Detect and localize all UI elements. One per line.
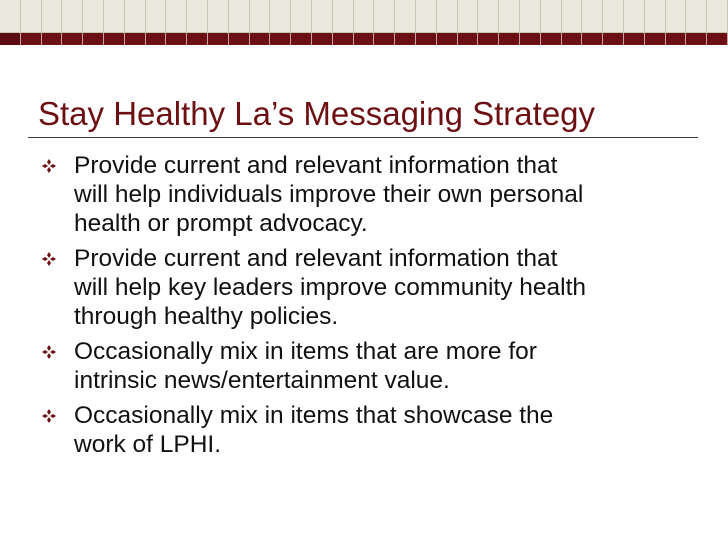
header-band-cell	[0, 33, 21, 45]
bullet-text-2	[74, 244, 586, 331]
header-band-cell	[354, 0, 375, 33]
header-band-cell	[21, 0, 42, 33]
header-band-cell	[250, 0, 271, 33]
header-band-cell	[478, 0, 499, 33]
header-band-cell	[21, 33, 42, 45]
header-band-cell	[270, 33, 291, 45]
header-band-cell	[166, 0, 187, 33]
bullet-text-1	[74, 151, 583, 238]
header-band-cell	[562, 33, 583, 45]
header-band-cell	[229, 33, 250, 45]
header-band-dark	[0, 33, 728, 45]
header-band-cell	[166, 33, 187, 45]
header-band-cell	[83, 0, 104, 33]
header-band-cell	[624, 0, 645, 33]
bullet-line: will help key leaders improve community health	[74, 274, 586, 301]
header-band-cell	[666, 0, 687, 33]
four-diamond-star-icon	[38, 244, 74, 273]
header-band-cell	[499, 0, 520, 33]
header-band-cell	[312, 33, 333, 45]
header-band-cell	[250, 33, 271, 45]
bullet-line: will help individuals improve their own personal	[74, 181, 584, 208]
bullet-line: work of LPHI.	[74, 431, 222, 458]
header-band-cell	[42, 33, 63, 45]
bullet-list	[38, 151, 698, 465]
title-divider	[28, 137, 698, 138]
header-band-cell	[0, 0, 21, 33]
header-band-cell	[187, 0, 208, 33]
header-band-cell	[603, 33, 624, 45]
header-band-cell	[187, 33, 208, 45]
header-band-cell	[686, 0, 707, 33]
header-band-cell	[624, 33, 645, 45]
header-band-cell	[458, 0, 479, 33]
header-band-cell	[125, 33, 146, 45]
bullet-item-4	[38, 401, 698, 459]
header-band-cell	[291, 0, 312, 33]
header-band-cell	[208, 0, 229, 33]
header-band-cell	[333, 0, 354, 33]
header-band-cell	[437, 0, 458, 33]
bullet-item-1	[38, 151, 698, 238]
header-band-cell	[395, 33, 416, 45]
slide-title: Stay Healthy La’s Messaging Strategy	[38, 95, 596, 132]
header-band-cell	[520, 33, 541, 45]
header-band-cell	[62, 0, 83, 33]
header-band-cell	[374, 0, 395, 33]
bullet-line: Provide current and relevant information that	[74, 152, 558, 179]
bullet-text-4	[74, 401, 553, 459]
header-band-cell	[395, 0, 416, 33]
bullet-line: health or prompt advocacy.	[74, 210, 368, 237]
header-band-cell	[125, 0, 146, 33]
header-band-cell	[437, 33, 458, 45]
header-band-cell	[312, 0, 333, 33]
header-band-cell	[354, 33, 375, 45]
header-band-cell	[707, 33, 728, 45]
header-band-cell	[645, 0, 666, 33]
header-band-cell	[603, 0, 624, 33]
header-band-cell	[562, 0, 583, 33]
header-band-cell	[104, 33, 125, 45]
header-band-cell	[270, 0, 291, 33]
header-band-cell	[458, 33, 479, 45]
header-band-cell	[478, 33, 499, 45]
header-band-cell	[541, 33, 562, 45]
header-band-cell	[666, 33, 687, 45]
header-band-cell	[416, 0, 437, 33]
bullet-item-3	[38, 337, 698, 395]
bullet-line: Occasionally mix in items that are more for	[74, 338, 537, 365]
header-band-cell	[333, 33, 354, 45]
header-band-cell	[520, 0, 541, 33]
four-diamond-star-icon	[38, 401, 74, 430]
header-band-cell	[146, 33, 167, 45]
header-band-cell	[208, 33, 229, 45]
header-band-cell	[104, 0, 125, 33]
bullet-text-3	[74, 337, 537, 395]
four-diamond-star-icon	[38, 337, 74, 366]
bullet-line: Provide current and relevant information that	[74, 245, 558, 272]
bullet-line: intrinsic news/entertainment value.	[74, 367, 450, 394]
header-band-cell	[62, 33, 83, 45]
header-band-cell	[416, 33, 437, 45]
header-band-cell	[582, 0, 603, 33]
header-band-cell	[83, 33, 104, 45]
bullet-line: Occasionally mix in items that showcase the	[74, 402, 554, 429]
header-band-cell	[146, 0, 167, 33]
header-band-cell	[42, 0, 63, 33]
header-band-cell	[541, 0, 562, 33]
header-band-cell	[707, 0, 728, 33]
bullet-item-2	[38, 244, 698, 331]
header-band-cell	[229, 0, 250, 33]
header-band-cell	[374, 33, 395, 45]
header-band-cell	[645, 33, 666, 45]
four-diamond-star-icon	[38, 151, 74, 180]
header-band-cell	[499, 33, 520, 45]
bullet-line: through healthy policies.	[74, 303, 339, 330]
header-band-cell	[291, 33, 312, 45]
header-band-cell	[686, 33, 707, 45]
header-band-cell	[582, 33, 603, 45]
header-band-light	[0, 0, 728, 33]
